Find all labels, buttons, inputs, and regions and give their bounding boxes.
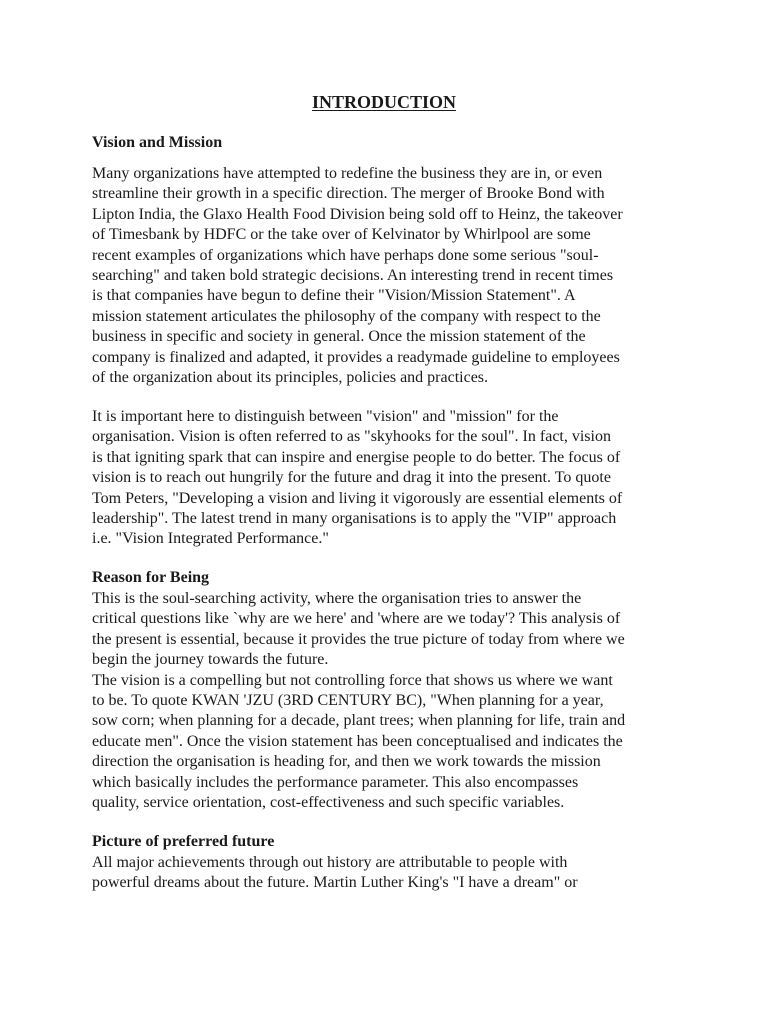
paragraph-vision-mission-2 <box>92 407 622 550</box>
text-line: leadership". The latest trend in many organisations is to apply the "VIP" approach <box>92 510 617 528</box>
text-line: organisation. Vision is often referred to as "skyhooks for the soul". In fact, vision <box>92 428 611 446</box>
text-line: company is finalized and adapted, it provides a readymade guideline to employees <box>92 348 620 366</box>
text-line: sow corn; when planning for a decade, plant trees; when planning for life, train and <box>92 712 626 730</box>
text-line: business in specific and society in general. Once the mission statement of the <box>92 328 586 346</box>
text-line: recent examples of organizations which have perhaps done some serious "soul- <box>92 246 599 264</box>
text-line: powerful dreams about the future. Martin Luther King's "I have a dream" or <box>92 874 578 892</box>
section-heading-picture-of-preferred-future: Picture of preferred future <box>92 833 275 850</box>
paragraph-reason-for-being <box>92 589 625 813</box>
paragraph-preferred-future <box>92 853 578 894</box>
text-line: vision is to reach out hungrily for the future and drag it into the present. To quote <box>92 469 611 487</box>
text-line: direction the organisation is heading for, and then we work towards the mission <box>92 753 601 771</box>
text-line: quality, service orientation, cost-effectiveness and such specific variables. <box>92 794 565 812</box>
text-line: is that igniting spark that can inspire and energise people to do better. The focus of <box>92 448 621 466</box>
text-line: searching" and taken bold strategic decisions. An interesting trend in recent times <box>92 267 614 285</box>
text-line: Many organizations have attempted to redefine the business they are in, or even <box>92 165 603 182</box>
text-line: All major achievements through out history are attributable to people with <box>92 854 568 871</box>
text-line: to be. To quote KWAN 'JZU (3RD CENTURY BC), "When planning for a year, <box>92 692 604 710</box>
text-line: streamline their growth in a specific direction. The merger of Brooke Bond with <box>92 185 605 203</box>
page-title-text: INTRODUCTION <box>311 92 457 112</box>
paragraph-vision-mission-1 <box>92 164 623 388</box>
text-line: i.e. "Vision Integrated Performance." <box>92 530 329 548</box>
text-line: mission statement articulates the philosophy of the company with respect to the <box>92 307 601 325</box>
text-line: It is important here to distinguish between "vision" and "mission" for the <box>92 408 559 425</box>
text-line: the present is essential, because it provides the true picture of today from where we <box>92 630 625 648</box>
page-title <box>92 91 676 113</box>
text-line: is that companies have begun to define their "Vision/Mission Statement". A <box>92 287 576 305</box>
text-line: critical questions like `why are we here' and 'where are we today'? This analysis of <box>92 610 621 628</box>
text-line: begin the journey towards the future. <box>92 651 329 669</box>
text-line: of the organization about its principles, policies and practices. <box>92 369 489 387</box>
text-line: which basically includes the performance parameter. This also encompasses <box>92 773 579 791</box>
text-line: of Timesbank by HDFC or the take over of Kelvinator by Whirlpool are some <box>92 226 591 244</box>
text-line: Lipton India, the Glaxo Health Food Division being sold off to Heinz, the takeover <box>92 205 623 223</box>
text-line: Tom Peters, "Developing a vision and living it vigorously are essential elements of <box>92 489 623 507</box>
text-line: This is the soul-searching activity, where the organisation tries to answer the <box>92 590 582 607</box>
section-heading-reason-for-being: Reason for Being <box>92 569 210 586</box>
text-line: The vision is a compelling but not controlling force that shows us where we want <box>92 671 613 689</box>
section-heading-vision-and-mission: Vision and Mission <box>92 134 223 151</box>
text-line: educate men". Once the vision statement has been conceptualised and indicates the <box>92 732 623 750</box>
